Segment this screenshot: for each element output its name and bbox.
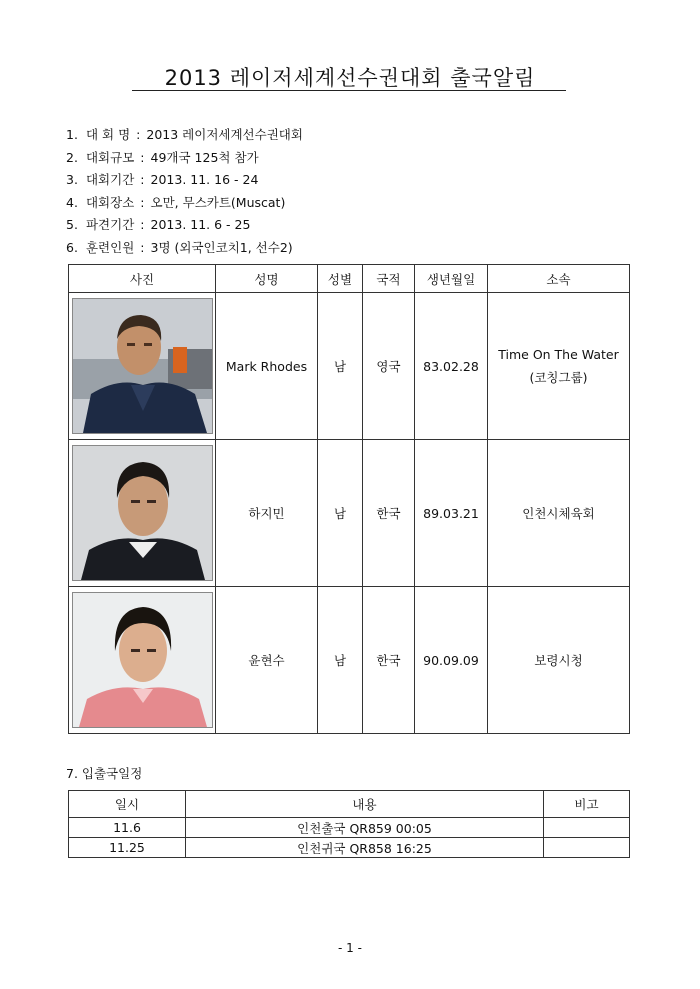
header-name: 성명 <box>216 265 318 293</box>
header-date: 일시 <box>69 791 186 818</box>
header-dob: 생년월일 <box>415 265 488 293</box>
table-row <box>69 587 630 734</box>
header-content: 내용 <box>186 791 544 818</box>
player-dob: 89.03.21 <box>415 440 488 587</box>
header-photo: 사진 <box>69 265 216 293</box>
schedule-note <box>544 818 630 838</box>
photo-cell <box>69 293 216 440</box>
schedule-date: 11.6 <box>69 818 186 838</box>
title-underline <box>132 90 566 91</box>
schedule-header-row <box>69 791 630 818</box>
schedule-note <box>544 838 630 858</box>
table-row <box>69 293 630 440</box>
schedule-content: 인천출국 QR859 00:05 <box>186 818 544 838</box>
player-gender: 남 <box>318 293 363 440</box>
photo-cell <box>69 587 216 734</box>
photo-cell <box>69 440 216 587</box>
schedule-heading: 7. 입출국일정 <box>66 766 143 781</box>
player-dob: 90.09.09 <box>415 587 488 734</box>
header-note: 비고 <box>544 791 630 818</box>
schedule-date: 11.25 <box>69 838 186 858</box>
athlete-photo <box>72 445 213 581</box>
info-item-members: 6. 훈련인원 : 3명 (외국인코치1, 선수2) <box>66 239 293 255</box>
info-item-venue: 4. 대회장소 : 오만, 무스카트(Muscat) <box>66 194 286 210</box>
players-table <box>68 264 630 734</box>
table-row <box>69 818 630 838</box>
page-number: - 1 - <box>338 941 362 955</box>
table-row <box>69 440 630 587</box>
coach-photo <box>72 298 213 434</box>
athlete-photo <box>72 592 213 728</box>
player-gender: 남 <box>318 587 363 734</box>
player-affiliation: 보령시청 <box>488 587 630 734</box>
player-nationality: 한국 <box>363 587 415 734</box>
player-affiliation: 인천시체육회 <box>488 440 630 587</box>
athlete-photo-image <box>73 593 212 727</box>
header-nationality: 국적 <box>363 265 415 293</box>
player-name: Mark Rhodes <box>216 293 318 440</box>
info-item-scale: 2. 대회규모 : 49개국 125척 참가 <box>66 149 259 165</box>
affiliation-line-1: Time On The Water <box>498 346 619 362</box>
info-item-period: 3. 대회기간 : 2013. 11. 16 - 24 <box>66 172 259 188</box>
header-gender: 성별 <box>318 265 363 293</box>
athlete-photo-image <box>73 446 212 580</box>
player-gender: 남 <box>318 440 363 587</box>
info-item-event: 1. 대 회 명 : 2013 레이저세계선수권대회 <box>66 127 303 142</box>
players-header-row <box>69 265 630 293</box>
player-affiliation <box>488 293 630 440</box>
table-row <box>69 838 630 858</box>
schedule-content: 인천귀국 QR858 16:25 <box>186 838 544 858</box>
header-affiliation: 소속 <box>488 265 630 293</box>
player-name: 윤현수 <box>216 587 318 734</box>
schedule-table <box>68 790 630 858</box>
info-list <box>66 124 303 260</box>
player-nationality: 영국 <box>363 293 415 440</box>
page-title: 2013 레이저세계선수권대회 출국알림 <box>164 66 536 90</box>
player-dob: 83.02.28 <box>415 293 488 440</box>
coach-photo-image <box>73 299 212 433</box>
affiliation-line-2: (코칭그룹) <box>529 369 588 385</box>
player-name: 하지민 <box>216 440 318 587</box>
info-item-dispatch: 5. 파견기간 : 2013. 11. 6 - 25 <box>66 217 251 233</box>
player-nationality: 한국 <box>363 440 415 587</box>
